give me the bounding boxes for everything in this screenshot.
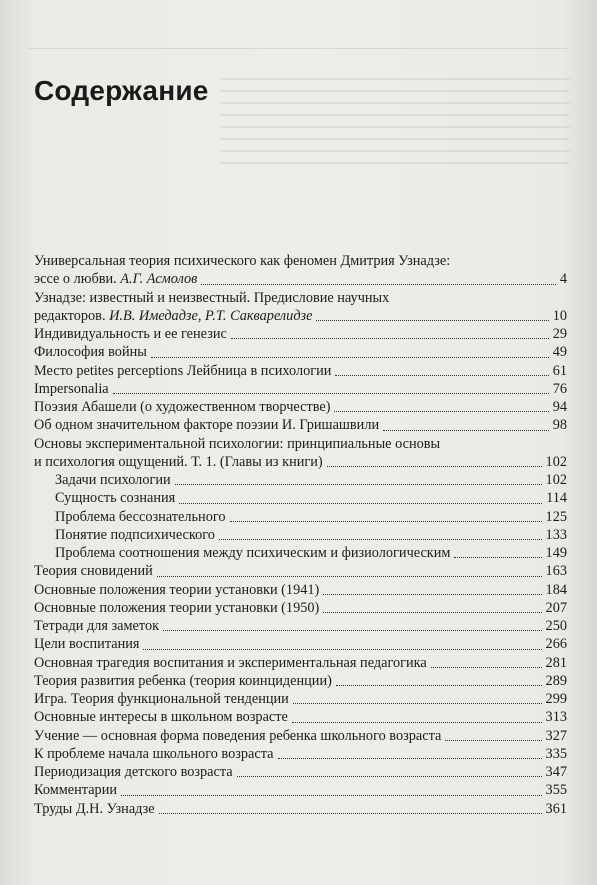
dot-leader [316, 320, 548, 321]
dot-leader [143, 649, 541, 650]
toc-entry-title: Философия войны [34, 344, 147, 361]
toc-entry [34, 745, 567, 763]
dot-leader [293, 703, 542, 704]
toc-entry-title: Основная трагедия воспитания и экспериментальная педагогика [34, 654, 427, 671]
toc-entry-title: эссе о любви. [34, 271, 121, 288]
toc-entry-row [34, 343, 567, 361]
toc-entry-row [34, 380, 567, 398]
toc-entry [34, 727, 567, 745]
toc-page-number: 149 [545, 545, 567, 561]
dot-leader [336, 685, 542, 686]
toc-entry [34, 416, 567, 434]
toc-entry [34, 362, 567, 380]
toc-page-number: 102 [545, 472, 567, 488]
dot-leader [237, 776, 542, 777]
toc-entry [34, 781, 567, 799]
toc-entry-row [34, 800, 567, 818]
bleed-through-text [220, 68, 570, 174]
dot-leader [121, 795, 542, 796]
toc-page-number: 76 [552, 380, 567, 397]
toc-entry-title: Учение — основная форма поведения ребенка школьного возраста [34, 727, 442, 744]
toc-page-number: 313 [545, 709, 567, 726]
dot-leader [159, 813, 542, 814]
toc-entry-row [34, 325, 567, 343]
dot-leader [163, 630, 541, 631]
toc-entry-row [34, 781, 567, 799]
toc-entry-title: Теория развития ребенка (теория коинциденции) [34, 672, 332, 689]
toc-entry-row [34, 270, 567, 288]
toc-entry-row [34, 544, 567, 562]
dot-leader [113, 393, 549, 394]
dot-leader [157, 576, 542, 577]
toc-entry-row [34, 635, 567, 653]
toc-entry-row [34, 745, 567, 763]
toc-entry-title: Об одном значительном факторе поэзии И. Гришашвили [34, 417, 380, 434]
toc-entry-title: Цели воспитания [34, 636, 140, 653]
dot-leader [431, 667, 542, 668]
toc-page-number: 29 [552, 326, 567, 342]
toc-page-number: 266 [545, 636, 567, 653]
toc-page-number: 49 [552, 344, 567, 361]
toc-entry [34, 708, 567, 726]
toc-entry-title: Труды Д.Н. Узнадзе [34, 800, 155, 817]
toc-entry-row [34, 654, 567, 672]
toc-page-number: 281 [545, 654, 567, 671]
toc-page-number: 335 [545, 745, 567, 762]
toc-entry-title-line: Узнадзе: известный и неизвестный. Предисловие научных [34, 289, 390, 306]
dot-leader [179, 503, 542, 504]
dot-leader [445, 740, 541, 741]
toc-entry-row [34, 562, 567, 580]
toc-entry [34, 252, 567, 289]
toc-entry [34, 599, 567, 617]
toc-entry [34, 489, 567, 507]
dot-leader [201, 284, 555, 285]
toc-entry [34, 654, 567, 672]
toc-page-number: 10 [552, 307, 567, 324]
toc-entry [34, 544, 567, 562]
toc-entry-title: Основные положения теории установки (1941) [34, 581, 320, 598]
toc-entry-row [34, 416, 567, 434]
toc-entry [34, 471, 567, 489]
toc-entry-row [34, 508, 567, 526]
dot-leader [323, 612, 541, 613]
toc-entry-title: Сущность сознания [55, 490, 176, 507]
toc-page-number: 94 [552, 399, 567, 415]
toc-entry-row [34, 453, 567, 471]
toc-page-number: 184 [545, 581, 567, 598]
toc-entry-title: Impersonalia [34, 380, 109, 397]
toc-entry [34, 635, 567, 653]
toc-entry [34, 581, 567, 599]
toc-entry-row [34, 398, 567, 416]
toc-entry-title: Теория сновидений [34, 563, 153, 580]
toc-page-number: 61 [552, 362, 567, 379]
toc-entry-title: Проблема соотношения между психическим и физиологическим [55, 545, 451, 561]
toc-entry-row [34, 489, 567, 507]
toc-entry-author: И.В. Имедадзе, Р.Т. Сакварелидзе [109, 307, 313, 324]
dot-leader [334, 411, 548, 412]
toc-entry-title: Поэзия Абашели (о художественном творчестве) [34, 399, 331, 415]
toc-page-number: 114 [546, 490, 567, 507]
toc-entry [34, 380, 567, 398]
toc-entry-row [34, 617, 567, 635]
dot-leader [383, 430, 549, 431]
toc-entry-row [34, 690, 567, 708]
toc-entry-title: Проблема бессознательного [55, 508, 226, 525]
toc-entry [34, 325, 567, 343]
toc-page-number: 133 [545, 526, 567, 543]
toc-entry [34, 562, 567, 580]
toc-page-number: 289 [545, 672, 567, 689]
toc-page-number: 361 [545, 800, 567, 817]
dot-leader [327, 466, 542, 467]
toc-entry-title: Индивидуальность и ее генезис [34, 326, 227, 342]
dot-leader [151, 357, 549, 358]
toc-entry-title: Понятие подпсихического [55, 526, 215, 543]
toc-page-number: 4 [559, 271, 567, 288]
toc-entry [34, 435, 567, 472]
toc-entry-title: Тетради для заметок [34, 618, 160, 634]
toc-entry-title: Основные интересы в школьном возрасте [34, 709, 288, 726]
toc-entry-title: К проблеме начала школьного возраста [34, 745, 274, 762]
dot-leader [292, 722, 542, 723]
toc-entry-row [34, 599, 567, 617]
toc-page-number: 163 [545, 563, 567, 580]
toc-entry [34, 508, 567, 526]
dot-leader [335, 375, 548, 376]
page-title: Содержание [34, 75, 209, 106]
toc-entry [34, 763, 567, 781]
toc-entry-title-line: Основы экспериментальной психологии: принципиальные основы [34, 435, 441, 452]
toc-entry-row [34, 727, 567, 745]
toc-entry-title: Основные положения теории установки (1950) [34, 599, 320, 616]
toc-page-number: 250 [545, 618, 567, 634]
toc-entry [34, 690, 567, 708]
toc-entry-author: А.Г. Асмолов [120, 271, 198, 288]
toc-page-number: 102 [545, 453, 567, 470]
toc-entry [34, 398, 567, 416]
toc-entry-title: Комментарии [34, 782, 118, 799]
toc-page-number: 125 [545, 508, 567, 525]
toc-entry-row [34, 471, 567, 489]
toc-entry-row [34, 763, 567, 781]
toc-entry-row [34, 581, 567, 599]
dot-leader [323, 594, 541, 595]
toc-entry-title: Игра. Теория функциональной тенденции [34, 691, 289, 707]
toc-entry-title: Место petites perceptions Лейбница в психологии [34, 362, 332, 379]
dot-leader [230, 521, 542, 522]
dot-leader [454, 557, 541, 558]
toc-entry-row [34, 307, 567, 325]
dot-leader [175, 484, 542, 485]
toc-entry-row [34, 672, 567, 690]
toc-entry-row [34, 526, 567, 544]
toc-entry [34, 672, 567, 690]
toc-entry [34, 800, 567, 818]
toc-entry [34, 289, 567, 326]
toc-page-number: 327 [545, 727, 567, 744]
toc-entry [34, 617, 567, 635]
toc-entry-title: Задачи психологии [55, 472, 171, 488]
toc-entry-title: и психология ощущений. Т. 1. (Главы из книги) [34, 453, 323, 470]
bleed-through-header [28, 30, 568, 49]
toc-page-number: 347 [545, 764, 567, 780]
table-of-contents [34, 252, 567, 818]
toc-entry-row [34, 708, 567, 726]
toc-page-number: 207 [545, 599, 567, 616]
toc-page-number: 355 [545, 782, 567, 799]
dot-leader [231, 338, 549, 339]
toc-entry [34, 526, 567, 544]
toc-page-number: 299 [545, 691, 567, 707]
toc-entry [34, 343, 567, 361]
dot-leader [278, 758, 542, 759]
toc-entry-title-line: Универсальная теория психического как феномен Дмитрия Узнадзе: [34, 253, 451, 269]
dot-leader [219, 539, 542, 540]
toc-entry-title: Периодизация детского возраста [34, 764, 233, 780]
toc-page-number: 98 [552, 417, 567, 434]
toc-entry-row [34, 362, 567, 380]
toc-entry-title: редакторов. [34, 307, 110, 324]
